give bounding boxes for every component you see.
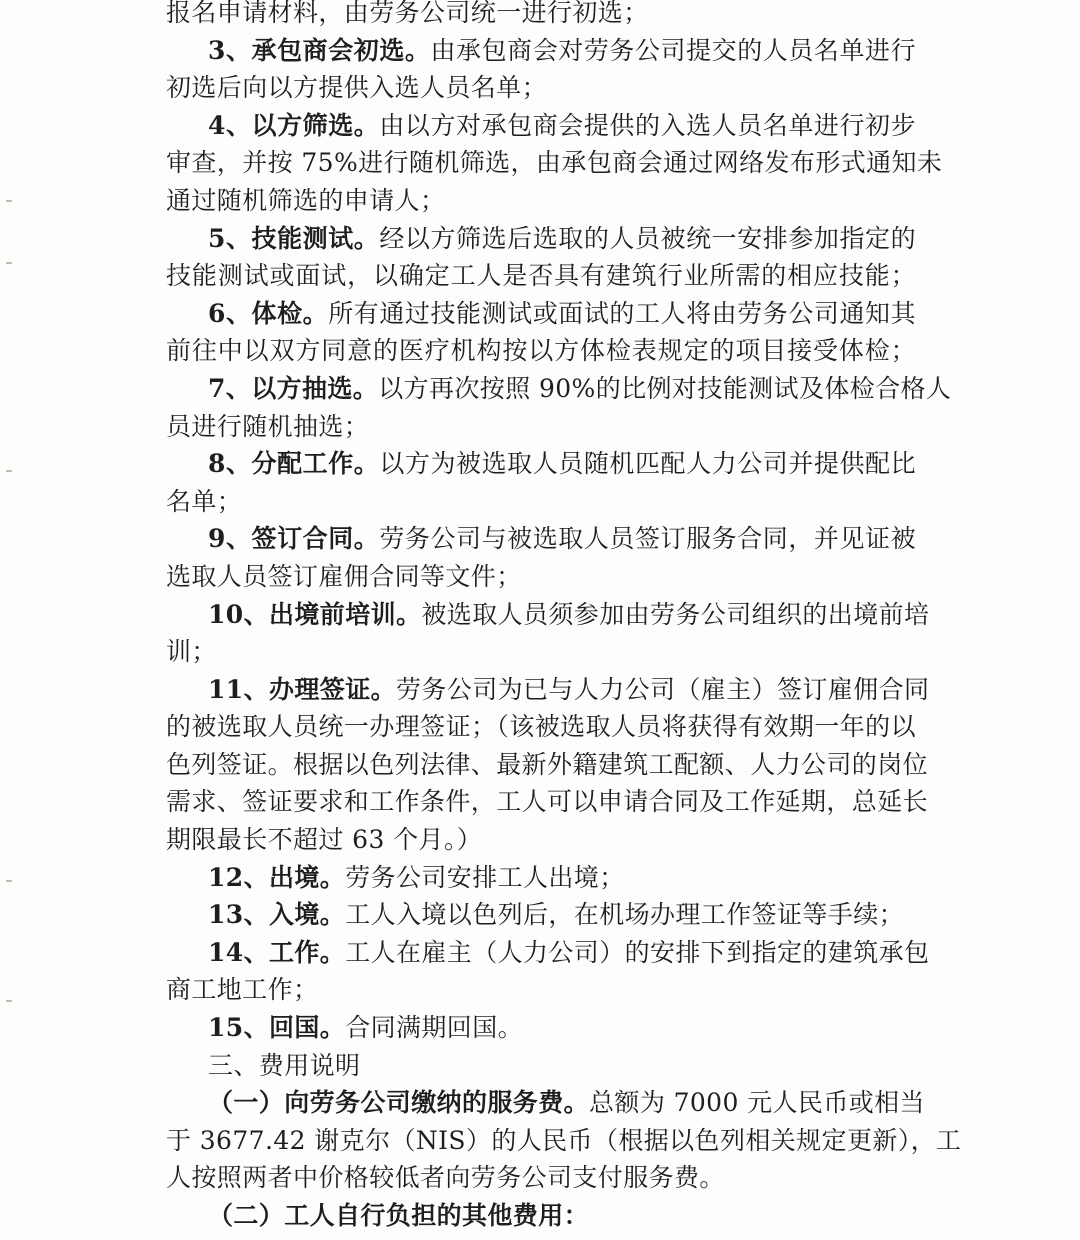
item-heading: 3、承包商会初选。 <box>208 35 431 65</box>
item-heading: 9、签订合同。 <box>208 524 380 554</box>
item-heading: （一）向劳务公司缴纳的服务费。 <box>208 1088 590 1118</box>
text-line <box>166 896 916 934</box>
line-text: 报名申请材料，由劳务公司统一进行初选； <box>166 0 649 27</box>
line-text: 被选取人员须参加由劳务公司组织的出境前培 <box>421 599 930 629</box>
line-text: 审查，并按 75%进行随机筛选，由承包商会通过网络发布形式通知未 <box>166 148 943 178</box>
text-line <box>166 69 916 107</box>
text-line <box>166 596 930 634</box>
item-heading: 15、回国。 <box>208 1013 346 1043</box>
text-line <box>166 483 916 521</box>
text-line <box>166 220 916 258</box>
line-text: 于 3677.42 谢克尔（NIS）的人民币（根据以色列相关规定更新），工 <box>166 1125 962 1155</box>
text-line <box>166 1047 916 1085</box>
text-line <box>166 144 943 182</box>
item-heading: 13、入境。 <box>208 900 346 930</box>
line-text: 选取人员签订雇佣合同等文件； <box>166 561 522 591</box>
document-body <box>166 0 962 1235</box>
text-line <box>166 32 916 70</box>
line-text: 训； <box>166 637 217 667</box>
text-line <box>166 859 916 897</box>
line-text: 期限最长不超过 63 个月。） <box>166 825 483 855</box>
line-text: 色列签证。根据以色列法律、最新外籍建筑工配额、人力公司的岗位 <box>166 749 929 779</box>
line-text: 初选后向以方提供入选人员名单； <box>166 73 548 103</box>
line-text: 合同满期回国。 <box>345 1013 524 1043</box>
text-line <box>166 0 916 32</box>
line-text: 技能测试或面试，以确定工人是否具有建筑行业所需的相应技能； <box>166 261 916 291</box>
text-line <box>166 1084 925 1122</box>
line-text: 经以方筛选后选取的人员被统一安排参加指定的 <box>379 223 916 253</box>
line-text: 工人入境以色列后，在机场办理工作签证等手续； <box>345 900 905 930</box>
item-heading: （二）工人自行负担的其他费用： <box>208 1201 590 1230</box>
line-text: 三、费用说明 <box>208 1050 361 1080</box>
text-line <box>166 1009 916 1047</box>
line-text: 由以方对承包商会提供的入选人员名单进行初步 <box>379 110 916 140</box>
item-heading: 4、以方筛选。 <box>208 110 380 140</box>
line-text: 总额为 7000 元人民币或相当 <box>589 1088 925 1118</box>
text-line <box>166 520 916 558</box>
line-text: 前往中以双方同意的医疗机构按以方体检表规定的项目接受体检； <box>166 336 916 366</box>
item-heading: 14、工作。 <box>208 937 346 967</box>
line-text: 名单； <box>166 486 243 516</box>
line-text: 以方再次按照 90%的比例对技能测试及体检合格人 <box>378 373 952 403</box>
text-line <box>166 1159 916 1197</box>
text-line <box>166 332 916 370</box>
item-heading: 10、出境前培训。 <box>208 599 422 629</box>
text-line <box>166 445 916 483</box>
item-heading: 8、分配工作。 <box>208 449 380 479</box>
line-text: 的被选取人员统一办理签证；（该被选取人员将获得有效期一年的以 <box>166 712 916 742</box>
line-text: 以方为被选取人员随机匹配人力公司并提供配比 <box>379 449 916 479</box>
line-text: 劳务公司安排工人出境； <box>345 862 625 892</box>
line-text: 人按照两者中价格较低者向劳务公司支付服务费。 <box>166 1163 725 1193</box>
text-line <box>166 370 952 408</box>
text-line <box>166 1122 962 1160</box>
text-line <box>166 558 916 596</box>
text-line <box>166 783 929 821</box>
line-text: 劳务公司为已与人力公司（雇主）签订雇佣合同 <box>396 674 930 704</box>
text-line <box>166 1197 916 1235</box>
text-line <box>166 671 930 709</box>
text-line <box>166 633 916 671</box>
item-heading: 5、技能测试。 <box>208 223 380 253</box>
scan-edge-marks <box>6 0 16 1240</box>
text-line <box>166 295 916 333</box>
line-text: 由承包商会对劳务公司提交的人员名单进行 <box>430 35 916 65</box>
text-line <box>166 821 916 859</box>
text-line <box>166 107 916 145</box>
text-line <box>166 257 916 295</box>
item-heading: 11、办理签证。 <box>208 674 396 704</box>
text-line <box>166 408 916 446</box>
item-heading: 6、体检。 <box>208 298 329 328</box>
line-text: 工人在雇主（人力公司）的安排下到指定的建筑承包 <box>345 937 930 967</box>
line-text: 需求、签证要求和工作条件，工人可以申请合同及工作延期，总延长 <box>166 787 929 817</box>
text-line <box>166 934 930 972</box>
line-text: 员进行随机抽选； <box>166 411 370 441</box>
text-line <box>166 182 916 220</box>
text-line <box>166 746 929 784</box>
line-text: 商工地工作； <box>166 975 319 1005</box>
text-line <box>166 971 916 1009</box>
item-heading: 7、以方抽选。 <box>208 373 379 403</box>
item-heading: 12、出境。 <box>208 862 346 892</box>
text-line <box>166 708 916 746</box>
line-text: 通过随机筛选的申请人； <box>166 185 446 215</box>
line-text: 劳务公司与被选取人员签订服务合同，并见证被 <box>379 524 916 554</box>
line-text: 所有通过技能测试或面试的工人将由劳务公司通知其 <box>328 298 916 328</box>
